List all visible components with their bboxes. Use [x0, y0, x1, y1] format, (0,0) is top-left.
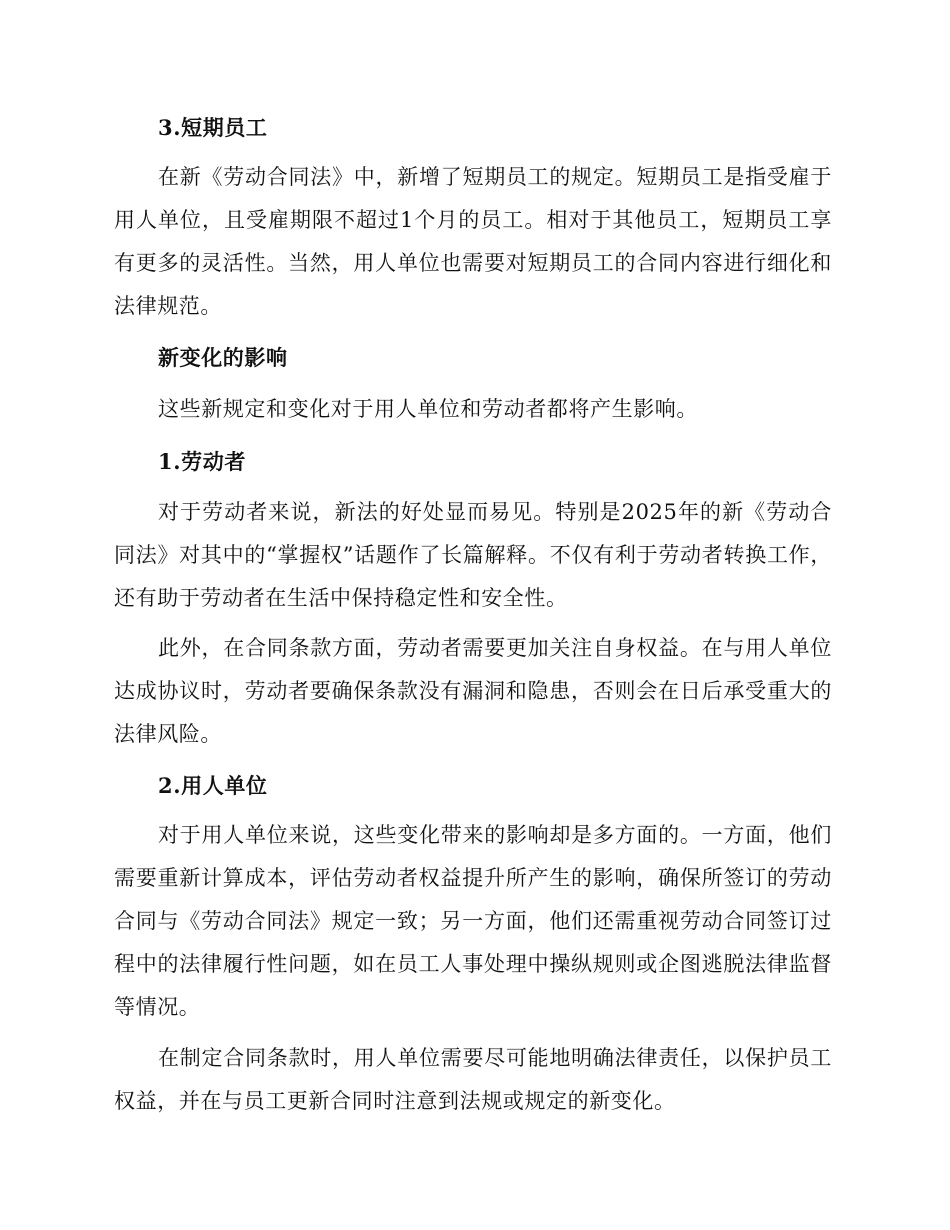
paragraph-workers-benefits: 对于劳动者来说，新法的好处显而易见。特别是2025年的新《劳动合同法》对其中的“掌握权”话题作了长篇解释。不仅有利于劳动者转换工作，还有助于劳动者在生活中保持稳定性和安全性。 — [114, 500, 832, 610]
paragraph-employers-impact: 对于用人单位来说，这些变化带来的影响却是多方面的。一方面，他们需要重新计算成本，评估劳动者权益提升所产生的影响，确保所签订的劳动合同与《劳动合同法》规定一致；另一方面，他们还需重视劳动合同签订过程中的法律履行性问题，如在员工人事处理中操纵规则或企图逃脱法律监督等情况。 — [114, 823, 832, 1019]
paragraph-impact-intro: 这些新规定和变化对于用人单位和劳动者都将产生影响。 — [158, 397, 698, 421]
section-heading-impact: 新变化的影响 — [158, 345, 288, 370]
section-heading-workers: 1.劳动者 — [158, 449, 246, 474]
paragraph-employers-contract-terms: 在制定合同条款时，用人单位需要尽可能地明确法律责任，以保护员工权益，并在与员工更新合同时注意到法规或规定的新变化。 — [114, 1046, 832, 1113]
section-heading-employers: 2.用人单位 — [158, 773, 268, 798]
section-heading-short-term-employees: 3.短期员工 — [158, 115, 268, 140]
paragraph-workers-contract-terms: 此外，在合同条款方面，劳动者需要更加关注自身权益。在与用人单位达成协议时，劳动者要确保条款没有漏洞和隐患，否则会在日后承受重大的法律风险。 — [114, 636, 832, 746]
paragraph-short-term-employees: 在新《劳动合同法》中，新增了短期员工的规定。短期员工是指受雇于用人单位，且受雇期限不超过1个月的员工。相对于其他员工，短期员工享有更多的灵活性。当然，用人单位也需要对短期员工的合同内容进行细化和法律规范。 — [114, 165, 832, 318]
